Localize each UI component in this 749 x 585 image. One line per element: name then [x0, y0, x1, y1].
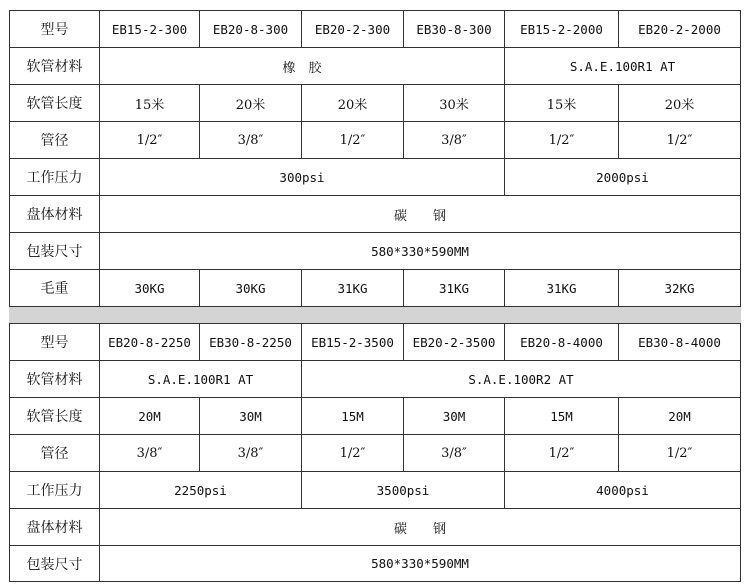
t1-hose-material-sae: S.A.E.100R1 AT — [505, 48, 741, 85]
t2-pressure-c: 4000psi — [505, 472, 741, 509]
t1-hose-length-1: 15米 — [100, 85, 200, 122]
t1-hose-length-6: 20米 — [619, 85, 741, 122]
t2-hose-length-3: 15M — [302, 398, 404, 435]
t1-hose-length-2: 20米 — [200, 85, 302, 122]
t1-package-label: 包装尺寸 — [10, 233, 100, 270]
t1-hose-length-5: 15米 — [505, 85, 619, 122]
t2-package-row — [10, 546, 741, 582]
t2-hose-material-row — [10, 361, 741, 398]
t1-model-6: EB20-2-2000 — [619, 11, 741, 48]
t1-reel-material-label: 盘体材料 — [10, 196, 100, 233]
t2-model-6: EB30-8-4000 — [619, 324, 741, 361]
t1-weight-4: 31KG — [404, 270, 505, 307]
t2-reel-material-row — [10, 509, 741, 546]
t1-package-row — [10, 233, 741, 270]
t1-diameter-row — [10, 122, 741, 159]
t1-hose-length-label: 软管长度 — [10, 85, 100, 122]
t2-model-2: EB30-8-2250 — [200, 324, 302, 361]
t2-model-5: EB20-8-4000 — [505, 324, 619, 361]
t1-hose-length-3: 20米 — [302, 85, 404, 122]
t1-hose-length-row — [10, 85, 741, 122]
t2-pressure-label: 工作压力 — [10, 472, 100, 509]
t2-diameter-row — [10, 435, 741, 472]
t2-diameter-1: 3/8″ — [100, 435, 200, 472]
t2-model-label: 型号 — [10, 324, 100, 361]
t1-model-1: EB15-2-300 — [100, 11, 200, 48]
t1-diameter-6: 1/2″ — [619, 122, 741, 159]
t1-pressure-label: 工作压力 — [10, 159, 100, 196]
t1-reel-material: 碳 钢 — [100, 196, 741, 233]
t1-diameter-2: 3/8″ — [200, 122, 302, 159]
table-separator — [10, 307, 741, 324]
t1-package: 580*330*590MM — [100, 233, 741, 270]
t2-diameter-3: 1/2″ — [302, 435, 404, 472]
t1-model-label: 型号 — [10, 11, 100, 48]
t2-reel-material: 碳 钢 — [100, 509, 741, 546]
t2-hose-material-label: 软管材料 — [10, 361, 100, 398]
spec-sheet — [9, 10, 740, 582]
t1-diameter-1: 1/2″ — [100, 122, 200, 159]
t2-model-4: EB20-2-3500 — [404, 324, 505, 361]
t1-model-3: EB20-2-300 — [302, 11, 404, 48]
t1-diameter-4: 3/8″ — [404, 122, 505, 159]
t1-pressure-row — [10, 159, 741, 196]
t1-pressure-b: 2000psi — [505, 159, 741, 196]
t2-hose-length-4: 30M — [404, 398, 505, 435]
t1-weight-2: 30KG — [200, 270, 302, 307]
t2-hose-length-row — [10, 398, 741, 435]
t1-reel-material-row — [10, 196, 741, 233]
t2-package-label: 包装尺寸 — [10, 546, 100, 582]
t1-weight-3: 31KG — [302, 270, 404, 307]
t1-hose-length-4: 30米 — [404, 85, 505, 122]
t1-weight-label: 毛重 — [10, 270, 100, 307]
t1-pressure-a: 300psi — [100, 159, 505, 196]
t2-pressure-a: 2250psi — [100, 472, 302, 509]
t1-model-2: EB20-8-300 — [200, 11, 302, 48]
t1-hose-material-row — [10, 48, 741, 85]
t2-pressure-row — [10, 472, 741, 509]
spec-table — [9, 10, 741, 582]
t2-hose-length-5: 15M — [505, 398, 619, 435]
t1-diameter-label: 管径 — [10, 122, 100, 159]
t2-diameter-label: 管径 — [10, 435, 100, 472]
t1-weight-1: 30KG — [100, 270, 200, 307]
t2-reel-material-label: 盘体材料 — [10, 509, 100, 546]
t2-hose-material-r1: S.A.E.100R1 AT — [100, 361, 302, 398]
t1-weight-row — [10, 270, 741, 307]
t2-model-row — [10, 324, 741, 361]
t2-package: 580*330*590MM — [100, 546, 741, 582]
t2-hose-length-2: 30M — [200, 398, 302, 435]
t2-model-3: EB15-2-3500 — [302, 324, 404, 361]
t2-hose-length-1: 20M — [100, 398, 200, 435]
t2-hose-length-label: 软管长度 — [10, 398, 100, 435]
t1-weight-5: 31KG — [505, 270, 619, 307]
t1-hose-material-rubber: 橡 胶 — [100, 48, 505, 85]
t1-model-4: EB30-8-300 — [404, 11, 505, 48]
t1-hose-material-label: 软管材料 — [10, 48, 100, 85]
t2-diameter-6: 1/2″ — [619, 435, 741, 472]
t2-hose-length-6: 20M — [619, 398, 741, 435]
t1-model-row — [10, 11, 741, 48]
t2-diameter-5: 1/2″ — [505, 435, 619, 472]
t1-weight-6: 32KG — [619, 270, 741, 307]
t1-diameter-5: 1/2″ — [505, 122, 619, 159]
t1-diameter-3: 1/2″ — [302, 122, 404, 159]
separator-band — [10, 307, 741, 324]
t2-diameter-4: 3/8″ — [404, 435, 505, 472]
t1-model-5: EB15-2-2000 — [505, 11, 619, 48]
t2-model-1: EB20-8-2250 — [100, 324, 200, 361]
t2-diameter-2: 3/8″ — [200, 435, 302, 472]
t2-hose-material-r2: S.A.E.100R2 AT — [302, 361, 741, 398]
t2-pressure-b: 3500psi — [302, 472, 505, 509]
